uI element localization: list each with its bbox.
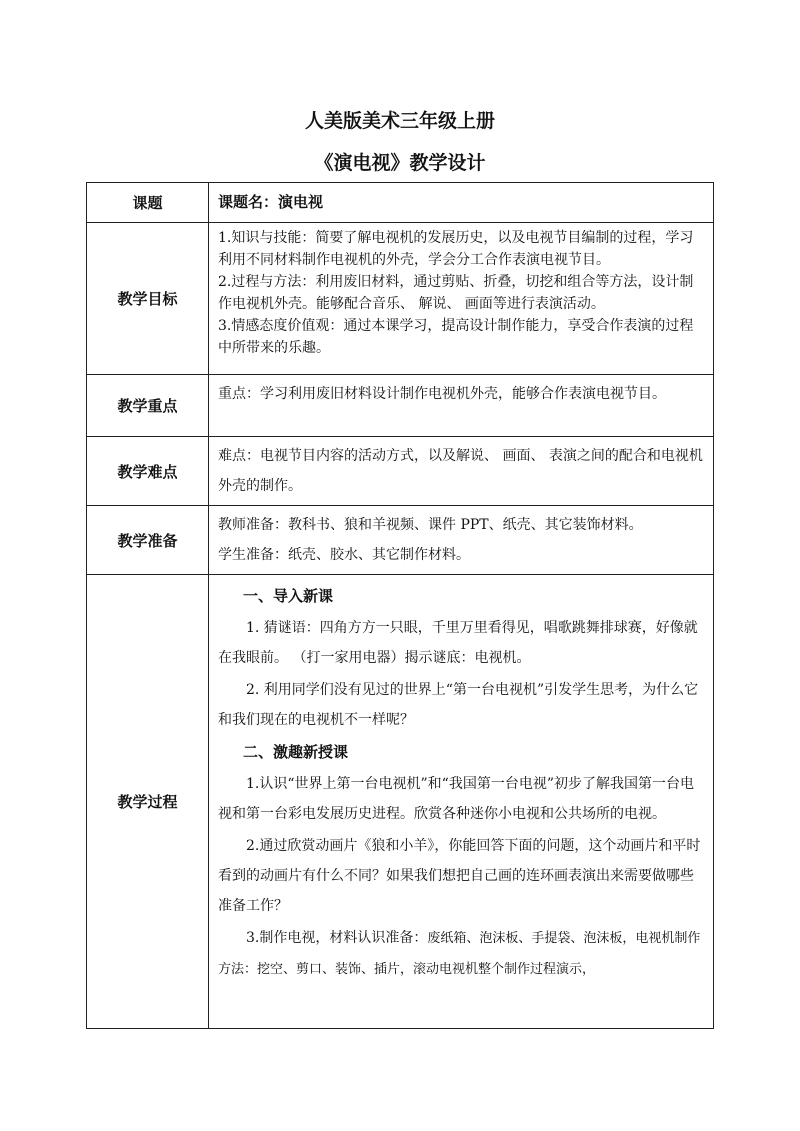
materials-heading: 3.制作电视，材料认识准备： [246,930,428,946]
label-process: 教学过程 [87,575,209,1029]
row-key-points [87,375,714,437]
student-preparation: 学生准备：纸壳、胶水、其它制作材料。 [218,547,470,563]
label-key-points: 教学重点 [87,375,209,437]
row-difficulties [87,437,714,506]
objective-item: 1.知识与技能：简要了解电视机的发展历史，以及电视节目编制的过程，学习利用不同材料制作电视机的外壳，学会分工合作表演电视节目。 [218,230,694,268]
process-content [209,575,714,1029]
row-process [87,575,714,1029]
process-paragraph: 2.通过欣赏动画片《狼和小羊》，你能回答下面的问题，这个动画片和平时看到的动画片有什么不同？如果我们想把自己画的连环画表演出来需要做哪些准备工作？ [218,838,701,914]
value-topic [209,183,714,223]
topic-name: 课题名：演电视 [218,193,324,211]
process-paragraph: 1.认识“世界上第一台电视机”和“我国第一台电视”初步了解我国第一台电视和第一台彩电发展历史进程。欣赏各种迷你小电视和公共场所的电视。 [218,776,694,822]
materials-detail: 废纸箱、泡沫板、手提袋、泡沫板，电视机制作方法：挖空、剪口、装饰、插片，滚动电视机整个制作过程演示， [218,931,701,977]
key-points-content [209,375,714,437]
section-heading: 二、激趣新授课 [243,743,349,761]
row-objectives [87,223,714,375]
preparation-content [209,506,714,575]
difficulties-text: 难点：电视节目内容的活动方式，以及解说、 画面、 表演之间的配合和电视机外壳的制作。 [218,448,703,494]
difficulties-content [209,437,714,506]
label-objectives: 教学目标 [87,223,209,375]
row-topic [87,183,714,223]
teacher-preparation: 教师准备：教科书、狼和羊视频、课件 PPT、纸壳、其它装饰材料。 [218,517,643,533]
document-title: 人美版美术三年级上册 [304,110,495,132]
key-points-text: 重点：学习利用废旧材料设计制作电视机外壳，能够合作表演电视节目。 [218,386,666,402]
row-preparation [87,506,714,575]
label-difficulties: 教学难点 [87,437,209,506]
process-paragraph [218,923,705,985]
objective-item: 2.过程与方法：利用废旧材料，通过剪贴、折叠，切挖和组合等方法，设计制作电视机外壳。能够配合音乐、 解说、 画面等进行表演活动。 [218,274,694,312]
objective-item: 3.情感态度价值观：通过本课学习，提高设计制作能力，享受合作表演的过程中所带来的乐趣。 [218,318,694,356]
label-preparation: 教学准备 [87,506,209,575]
process-paragraph: 2. 利用同学们没有见过的世界上“第一台电视机”引发学生思考，为什么它和我们现在的电视机不一样呢？ [218,682,699,728]
process-paragraph: 1. 猜谜语：四角方方一只眼，千里万里看得见，唱歌跳舞排球赛，好像就在我眼前。 （打一家用电器）揭示谜底：电视机。 [218,620,698,666]
objectives-content [209,223,714,375]
lesson-plan-table [86,182,714,1029]
label-topic: 课题 [87,183,209,223]
section-heading: 一、导入新课 [243,587,334,605]
document-subtitle: 《演电视》教学设计 [314,152,486,174]
